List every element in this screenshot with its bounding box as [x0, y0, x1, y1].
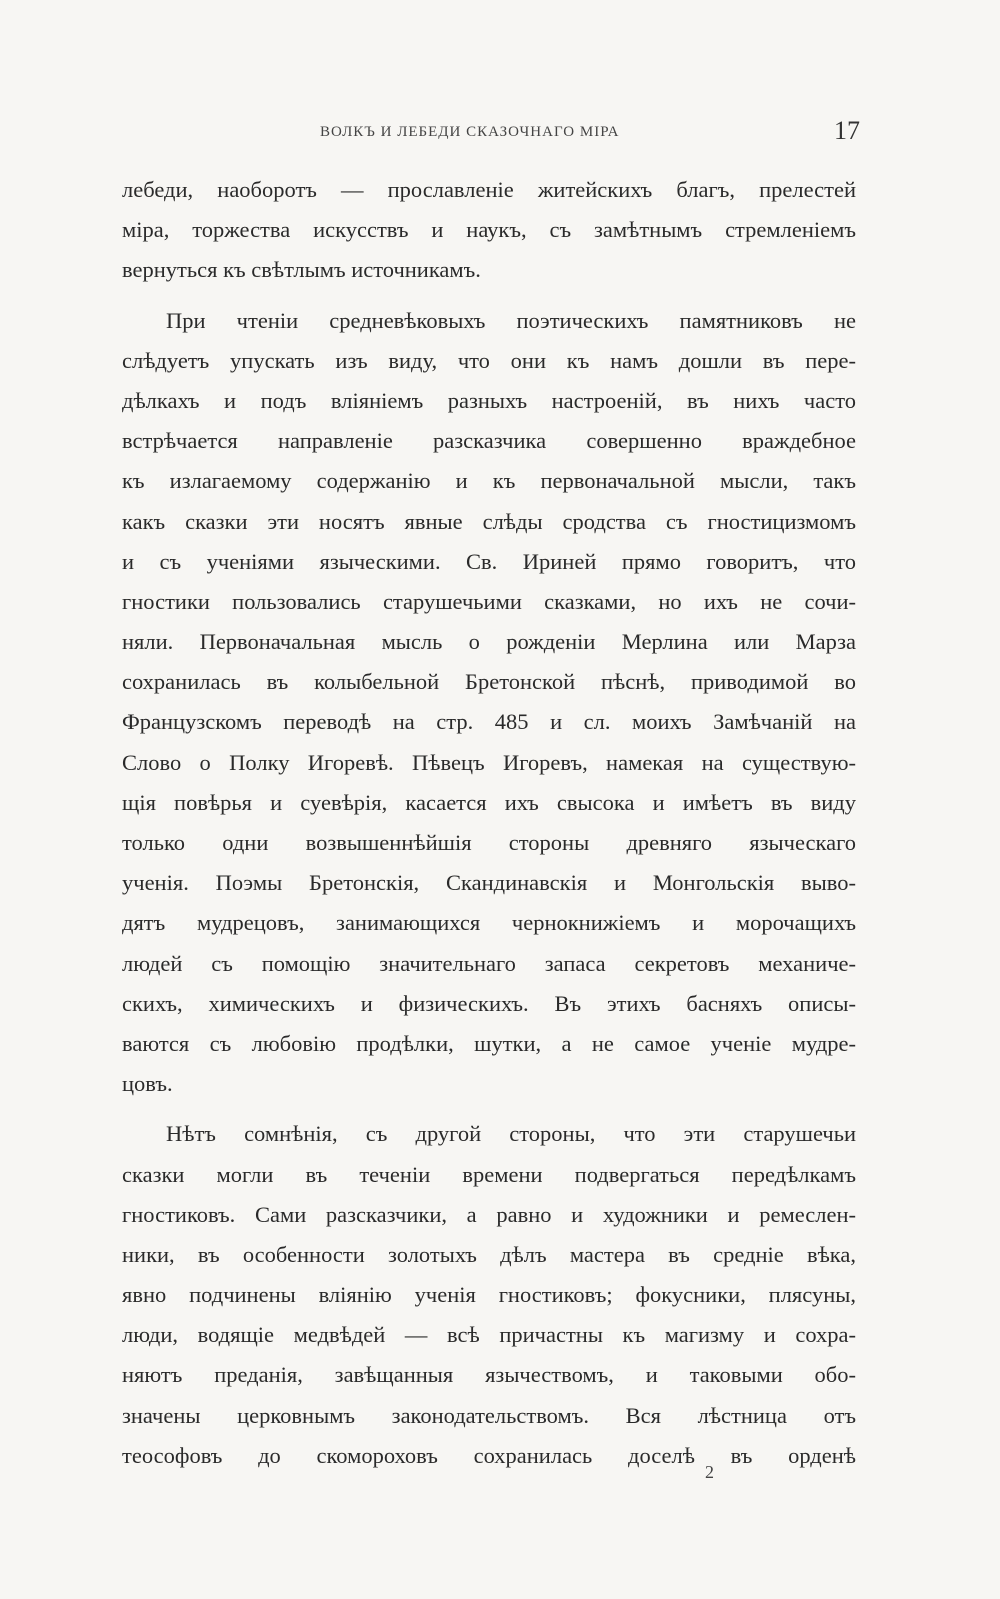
- text-line: сказки могли въ теченіи времени подвергаться передѣлкамъ: [122, 1161, 856, 1187]
- text-line: ники, въ особенности золотыхъ дѣлъ мастера въ средніе вѣка,: [122, 1241, 856, 1267]
- text-line: Нѣтъ сомнѣнія, съ другой стороны, что эти старушечьи: [166, 1121, 856, 1147]
- text-line: какъ сказки эти носятъ явные слѣды сродства съ гностицизмомъ: [122, 508, 856, 534]
- text-line: няютъ преданія, завѣщанныя язычествомъ, и таковыми обо-: [122, 1362, 856, 1388]
- running-head: [0, 118, 1000, 148]
- text-line: щія повѣрья и суевѣрія, касается ихъ свысока и имѣетъ въ виду: [122, 789, 856, 815]
- text-line: значены церковнымъ законодательствомъ. Вся лѣстница отъ: [122, 1402, 856, 1428]
- text-line: къ излагаемому содержанію и къ первоначальной мысли, такъ: [122, 468, 856, 494]
- text-line: скихъ, химическихъ и физическихъ. Въ этихъ басняхъ описы-: [122, 990, 856, 1016]
- text-line: гностики пользовались старушечьими сказками, но ихъ не сочи-: [122, 588, 856, 614]
- page-number: 17: [834, 116, 860, 145]
- body-text: [122, 170, 856, 1476]
- text-line: ваются съ любовію продѣлки, шутки, а не самое ученіе мудре-: [122, 1030, 856, 1056]
- text-line: явно подчинены вліянію ученія гностиковъ; фокусники, плясуны,: [122, 1282, 856, 1308]
- text-line: теософовъ до скомороховъ сохранилась доселѣ въ орденѣ: [122, 1442, 856, 1468]
- running-title: ВОЛКЪ И ЛЕБЕДИ СКАЗОЧНАГО МІРА: [320, 124, 620, 140]
- text-line: только одни возвышеннѣйшія стороны древняго языческаго: [122, 830, 856, 855]
- text-line: людей съ помощію значительнаго запаса секретовъ механиче-: [122, 950, 856, 976]
- text-line: Французскомъ переводѣ на стр. 485 и сл. моихъ Замѣчаній на: [122, 709, 856, 735]
- text-line: дятъ мудрецовъ, занимающихся чернокнижіемъ и морочащихъ: [122, 910, 856, 936]
- text-line: При чтеніи средневѣковыхъ поэтическихъ памятниковъ не: [166, 307, 856, 333]
- text-line: Слово о Полку Игоревѣ. Пѣвецъ Игоревъ, намекая на существую-: [122, 749, 856, 775]
- text-line: слѣдуетъ упускать изъ виду, что они къ намъ дошли въ пере-: [122, 347, 856, 373]
- text-line: люди, водящіе медвѣдей — всѣ причастны къ магизму и сохра-: [122, 1322, 856, 1348]
- text-line: сохранилась въ колыбельной Бретонской пѣснѣ, приводимой во: [122, 669, 856, 695]
- text-line: міра, торжества искусствъ и наукъ, съ замѣтнымъ стремленіемъ: [122, 217, 856, 243]
- text-line: и съ ученіями языческими. Св. Ириней прямо говоритъ, что: [122, 548, 856, 574]
- text-line: лебеди, наоборотъ — прославленіе житейскихъ благъ, прелестей: [122, 177, 856, 202]
- text-line: гностиковъ. Сами разсказчики, а равно и художники и ремеслен-: [122, 1201, 856, 1227]
- text-line: ученія. Поэмы Бретонскія, Скандинавскія и Монгольскія выво-: [122, 870, 856, 896]
- text-line: вернуться къ свѣтлымъ источникамъ.: [122, 257, 481, 283]
- signature-mark: 2: [705, 1462, 714, 1482]
- text-line: встрѣчается направленіе разсказчика совершенно враждебное: [122, 428, 856, 454]
- text-line: цовъ.: [122, 1071, 173, 1097]
- text-line: дѣлкахъ и подъ вліяніемъ разныхъ настроеній, въ нихъ часто: [122, 387, 856, 413]
- text-line: няли. Первоначальная мысль о рожденіи Мерлина или Марза: [122, 629, 856, 655]
